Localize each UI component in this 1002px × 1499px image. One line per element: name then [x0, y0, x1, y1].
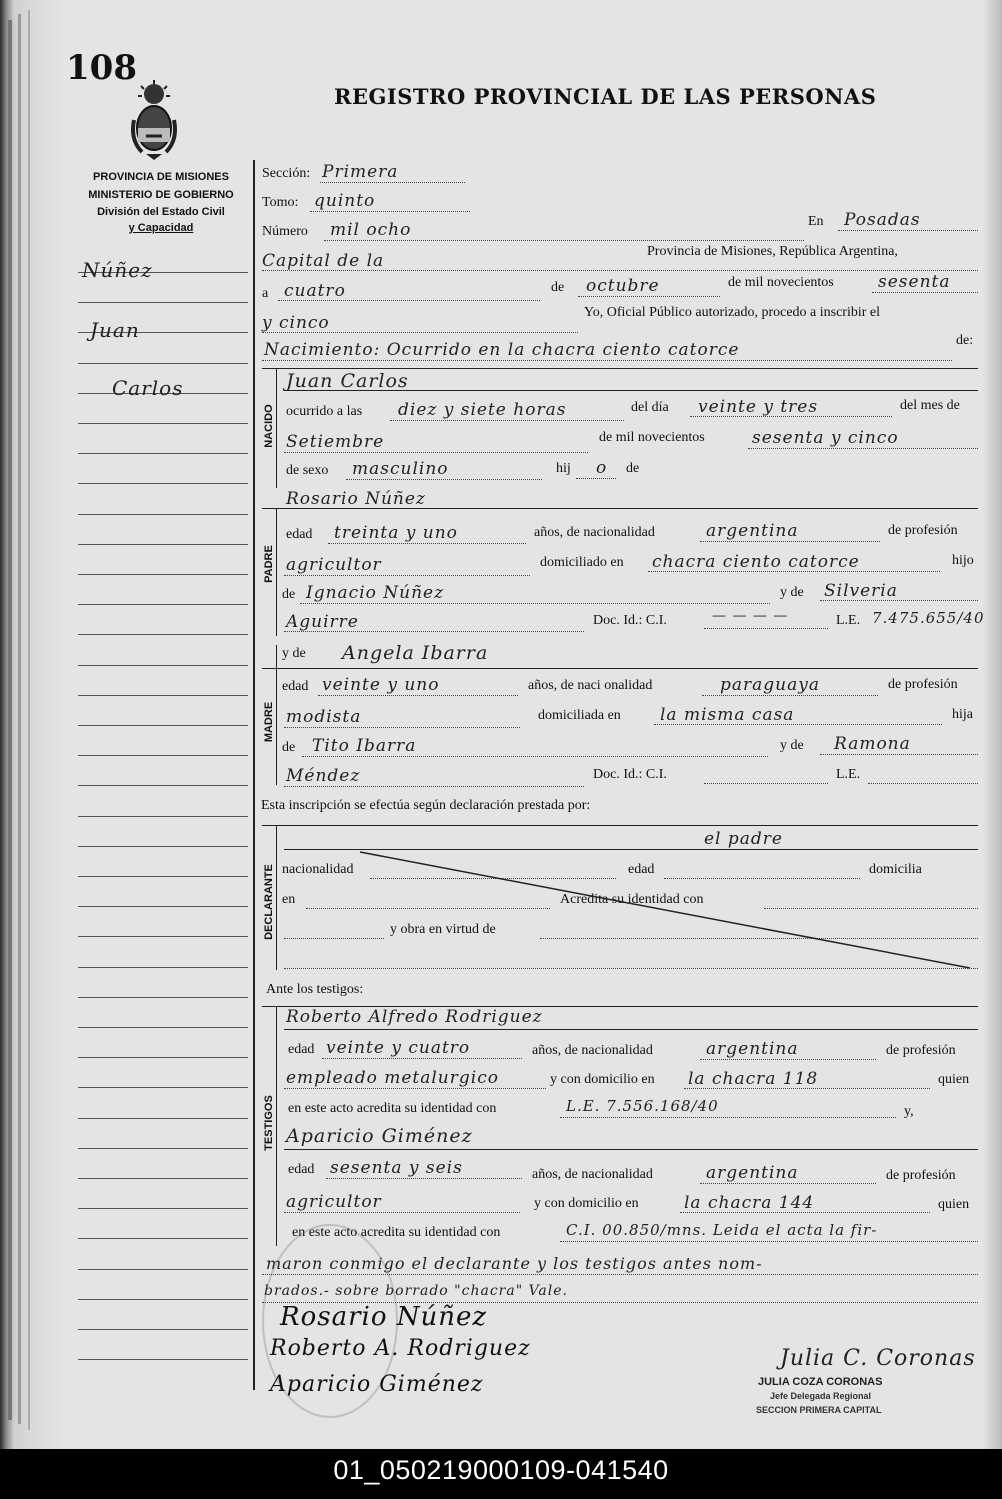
page-number: 108: [66, 48, 137, 88]
field-line: [284, 1212, 520, 1213]
padre-madre-value: Silveria: [824, 581, 898, 601]
margin-ruled-line: [78, 665, 248, 666]
closing-text-line1: maron conmigo el declarante y los testigos antes nom-: [266, 1254, 763, 1273]
madre-madre-apellido: Méndez: [286, 766, 361, 786]
field-line: [320, 182, 465, 183]
margin-ruled-line: [78, 453, 248, 454]
padre-nombre: Rosario Núñez: [286, 489, 426, 509]
field-line: [690, 416, 892, 417]
cancel-strike-line: [280, 850, 980, 972]
en-label: En: [808, 214, 824, 229]
page-title: REGISTRO PROVINCIAL DE LAS PERSONAS: [334, 84, 877, 109]
page-edge: [28, 10, 30, 1430]
a-value: cuatro: [284, 281, 346, 301]
margin-ruled-line: [78, 1329, 248, 1330]
image-id-footer: [0, 1449, 1002, 1499]
declarante-edad-label: edad: [628, 862, 655, 877]
seccion-value: Primera: [322, 162, 399, 182]
testigo2-prof: agricultor: [286, 1192, 382, 1212]
field-line: [654, 724, 942, 725]
field-line: [326, 1178, 522, 1179]
madre-prof-label: de profesión: [888, 677, 958, 692]
margin-second-name: Carlos: [112, 376, 184, 400]
padre-nac-value: argentina: [706, 521, 799, 541]
declarante-nombre: el padre: [704, 829, 783, 849]
padre-hijo-label: hijo: [952, 553, 974, 568]
testigo1-dom-label: y con domicilio en: [550, 1072, 655, 1087]
testigo1-edad: veinte y cuatro: [326, 1038, 471, 1058]
ocurrido-label: ocurrido a las: [286, 404, 363, 419]
madre-nombre: Angela Ibarra: [342, 642, 489, 664]
testigo2-dom: la chacra 144: [684, 1193, 815, 1213]
section-rule: [262, 368, 978, 369]
testigo1-quien: quien: [938, 1072, 970, 1087]
margin-ruled-line: [78, 1087, 248, 1088]
testigo2-dom-label: y con domicilio en: [534, 1196, 639, 1211]
de-label: de: [551, 280, 565, 295]
madre-edad-label: edad: [282, 679, 309, 694]
declarante-en-label: en: [282, 892, 296, 907]
left-header-line: División del Estado Civil: [97, 206, 225, 218]
declarante-section-label: DECLARANTE: [263, 864, 275, 940]
anio-value: sesenta: [878, 272, 951, 292]
margin-ruled-line: [78, 997, 248, 998]
field-line: [284, 631, 584, 632]
madre-dom-label: domiciliada en: [538, 708, 621, 723]
field-line: [700, 1059, 876, 1060]
madre-section-label: MADRE: [263, 701, 275, 743]
numero-label: Número: [262, 224, 308, 239]
margin-ruled-line: [78, 1238, 248, 1239]
testigo2-nac-label: años, de nacionalidad: [532, 1167, 653, 1182]
testigo1-prof: empleado metalurgico: [286, 1068, 499, 1088]
en-value: Posadas: [844, 210, 921, 230]
left-header-line: y Capacidad: [128, 222, 194, 234]
left-header: [70, 168, 252, 236]
hij-label: hij: [556, 461, 571, 476]
padre-de-label: de: [282, 587, 296, 602]
field-line: [284, 727, 520, 728]
testigo2-edad-label: edad: [288, 1162, 315, 1177]
madre-dom-value: la misma casa: [660, 705, 795, 725]
madre-prof-value: modista: [286, 707, 362, 727]
madre-doc-label: Doc. Id.: C.I.: [593, 767, 667, 782]
field-line: [328, 543, 526, 544]
nacido-mes-value: Setiembre: [286, 432, 385, 452]
field-line: [284, 390, 978, 391]
field-line: [578, 296, 720, 297]
madre-madre-value: Ramona: [834, 734, 911, 754]
field-line: [872, 292, 978, 293]
left-header-line: MINISTERIO DE GOBIERNO: [88, 189, 234, 201]
field-line: [310, 211, 470, 212]
field-line: [262, 360, 952, 361]
field-line: [284, 452, 588, 453]
padre-nac-label: años, de nacionalidad: [534, 525, 655, 540]
madre-nac-label: años, de naci onalidad: [528, 678, 653, 693]
margin-ruled-line: [78, 483, 248, 484]
margin-ruled-line: [78, 514, 248, 515]
page-edge: [8, 20, 12, 1420]
testigo2-nac: argentina: [706, 1163, 799, 1183]
hora-value: diez y siete horas: [398, 400, 567, 420]
padre-y-de-label: y de: [780, 585, 804, 600]
oficial-text: Yo, Oficial Público autorizado, procedo a inscribir el: [584, 305, 881, 320]
de-end: de:: [956, 333, 974, 348]
field-line: [390, 420, 624, 421]
testigo1-y: y,: [904, 1104, 914, 1119]
madre-hija-label: hija: [952, 707, 973, 722]
margin-ruled-line: [78, 302, 248, 303]
tomo-label: Tomo:: [262, 195, 299, 210]
testigo1-acredita: L.E. 7.556.168/40: [566, 1097, 719, 1115]
field-line: [680, 1212, 930, 1213]
padre-prof-value: agricultor: [286, 555, 382, 575]
field-line: [284, 1149, 978, 1150]
a-label: a: [262, 286, 269, 301]
closing-text-line2: brados.- sobre borrado "chacra" Vale.: [264, 1283, 568, 1299]
margin-ruled-line: [78, 1148, 248, 1149]
del-mes-label: del mes de: [900, 398, 960, 413]
del-dia-label: del día: [631, 400, 669, 415]
padre-padre-value: Ignacio Núñez: [306, 583, 445, 603]
field-line: [700, 541, 880, 542]
field-line: [262, 270, 978, 271]
padre-madre-apellido: Aguirre: [286, 612, 359, 632]
field-line: [700, 1183, 876, 1184]
padre-dom-label: domiciliado en: [540, 555, 624, 570]
lugar-value: Capital de la: [262, 251, 385, 271]
padre-edad-label: edad: [286, 527, 313, 542]
margin-ruled-line: [78, 725, 248, 726]
margin-ruled-line: [78, 695, 248, 696]
stamp-line: Jefe Delegada Regional: [770, 1391, 872, 1401]
testigo2-edad: sesenta y seis: [330, 1158, 463, 1178]
field-line: [560, 1241, 978, 1242]
field-line: [284, 786, 584, 787]
margin-ruled-line: [78, 936, 248, 937]
margin-ruled-line: [78, 1057, 248, 1058]
margin-ruled-line: [78, 876, 248, 877]
margin-ruled-line: [78, 604, 248, 605]
margin-first-name: Juan: [90, 318, 140, 342]
declarante-dom-label: domicilia: [869, 862, 922, 877]
madre-nac-value: paraguaya: [720, 675, 820, 695]
margin-ruled-line: [78, 755, 248, 756]
field-line: [820, 754, 978, 755]
margin-ruled-line: [78, 967, 248, 968]
field-line: [262, 332, 578, 333]
margin-ruled-line: [78, 1118, 248, 1119]
section-bracket: [276, 645, 277, 785]
field-line: [284, 1088, 546, 1089]
testigos-section-label: TESTIGOS: [263, 1095, 275, 1151]
margin-ruled-line: [78, 846, 248, 847]
field-line: [748, 448, 978, 449]
declarante-nac-label: nacionalidad: [282, 862, 354, 877]
margin-ruled-line: [78, 423, 248, 424]
madre-y-de-label: y de: [282, 646, 306, 661]
testigo2-nombre: Aparicio Giménez: [286, 1125, 473, 1147]
provincia-text: Provincia de Misiones, República Argentina,: [647, 244, 898, 259]
image-id-text: 01_050219000109-041540: [333, 1455, 669, 1485]
padre-doc-label: Doc. Id.: C.I.: [593, 613, 667, 628]
padre-prof-label: de profesión: [888, 523, 958, 538]
testigo1-dom: la chacra 118: [688, 1069, 819, 1089]
field-line: [322, 1058, 522, 1059]
mil-label: de mil novecientos: [728, 275, 834, 290]
field-line: [576, 478, 616, 479]
padre-dom-value: chacra ciento catorce: [652, 552, 860, 572]
madre-y-de2-label: y de: [780, 738, 804, 753]
nacido-nombre: Juan Carlos: [286, 370, 409, 392]
nacido-section-label: NACIDO: [263, 404, 275, 448]
section-rule: [262, 825, 978, 826]
testigo2-prof-label: de profesión: [886, 1168, 956, 1183]
margin-ruled-line: [78, 1178, 248, 1179]
margin-ruled-line: [78, 1359, 248, 1360]
section-rule: [262, 668, 978, 669]
madre-le-label: L.E.: [836, 767, 861, 782]
margin-ruled-line: [78, 574, 248, 575]
testigos-intro: Ante los testigos:: [266, 982, 364, 997]
nacido-mil-label: de mil novecientos: [599, 430, 705, 445]
madre-padre-value: Tito Ibarra: [312, 736, 417, 756]
section-bracket: [276, 825, 277, 970]
field-line: [284, 1029, 978, 1030]
nacido-de-label: de: [626, 461, 640, 476]
field-line: [346, 479, 542, 480]
madre-de-label: de: [282, 740, 296, 755]
stamp-line: JULIA COZA CORONAS: [758, 1376, 883, 1388]
margin-surname: Núñez: [82, 258, 153, 282]
field-line: [278, 300, 540, 301]
testigo1-acredita-label: en este acto acredita su identidad con: [288, 1101, 497, 1116]
testigo2-acredita-label: en este acto acredita su identidad con: [292, 1225, 501, 1240]
padre-le-label: L.E.: [836, 613, 861, 628]
testigo2-acredita: C.I. 00.850/mns. Leida el acta la fir-: [566, 1221, 878, 1239]
padre-edad-value: treinta y uno: [334, 523, 458, 543]
field-line: [820, 600, 978, 601]
section-bracket: [276, 1006, 277, 1246]
field-line: [324, 240, 804, 241]
anio-value-cont: y cinco: [262, 313, 330, 333]
seccion-label: Sección:: [262, 166, 311, 181]
dia-value: veinte y tres: [698, 397, 819, 417]
testigo1-nac-label: años, de nacionalidad: [532, 1043, 653, 1058]
declarante-acredita-label: Acredita su identidad con: [560, 892, 704, 907]
left-header-line: PROVINCIA DE MISIONES: [93, 171, 229, 183]
testigo1-nombre: Roberto Alfredo Rodriguez: [286, 1007, 543, 1027]
margin-ruled-line: [78, 544, 248, 545]
numero-value: mil ocho: [330, 220, 412, 240]
declarante-intro: Esta inscripción se efectúa según declaración prestada por:: [261, 798, 591, 813]
signature-official: Julia C. Coronas: [780, 1346, 976, 1371]
field-line: [704, 783, 828, 784]
margin-ruled-line: [78, 785, 248, 786]
signature-aparicio: Aparicio Giménez: [270, 1372, 484, 1397]
testigo1-nac: argentina: [706, 1039, 799, 1059]
page-edge-right: [982, 0, 1002, 1449]
section-bracket: [276, 508, 277, 636]
testigo1-prof-label: de profesión: [886, 1043, 956, 1058]
margin-ruled-line: [78, 363, 248, 364]
field-line: [300, 603, 770, 604]
padre-section-label: PADRE: [263, 545, 275, 583]
field-line: [302, 756, 768, 757]
margin-ruled-line: [78, 906, 248, 907]
margin-ruled-line: [78, 1027, 248, 1028]
testigo2-quien: quien: [938, 1197, 970, 1212]
field-line: [560, 1117, 896, 1118]
tomo-value: quinto: [314, 191, 376, 211]
padre-le-value: 7.475.655/40: [872, 609, 985, 627]
section-bracket: [276, 368, 277, 488]
field-line: [702, 695, 878, 696]
nacido-anio-value: sesenta y cinco: [752, 428, 899, 448]
column-divider: [253, 160, 255, 1390]
signature-roberto: Roberto A. Rodriguez: [270, 1336, 531, 1361]
stamp-line: SECCION PRIMERA CAPITAL: [756, 1405, 882, 1415]
inscribir-value: Nacimiento: Ocurrido en la chacra ciento catorce: [264, 340, 740, 360]
field-line: [868, 783, 978, 784]
sexo-value: masculino: [352, 459, 449, 479]
madre-edad-value: veinte y uno: [322, 675, 440, 695]
margin-ruled-line: [78, 1299, 248, 1300]
field-line: [318, 695, 518, 696]
padre-doc-value: — — — —: [712, 608, 789, 624]
page-edge: [18, 14, 21, 1424]
hij-value: o: [596, 458, 608, 478]
mes-value: octubre: [586, 276, 660, 296]
field-line: [284, 575, 530, 576]
coat-of-arms-icon: [128, 80, 180, 167]
testigo1-edad-label: edad: [288, 1042, 315, 1057]
margin-ruled-line: [78, 1208, 248, 1209]
field-line: [838, 230, 978, 231]
field-line: [684, 1088, 930, 1089]
sexo-label: de sexo: [286, 463, 329, 478]
margin-ruled-line: [78, 634, 248, 635]
field-line: [648, 571, 940, 572]
margin-ruled-line: [78, 816, 248, 817]
field-line: [704, 628, 828, 629]
declarante-obra-label: y obra en virtud de: [390, 922, 496, 937]
margin-ruled-line: [78, 1269, 248, 1270]
signature-rosario: Rosario Núñez: [280, 1302, 488, 1332]
